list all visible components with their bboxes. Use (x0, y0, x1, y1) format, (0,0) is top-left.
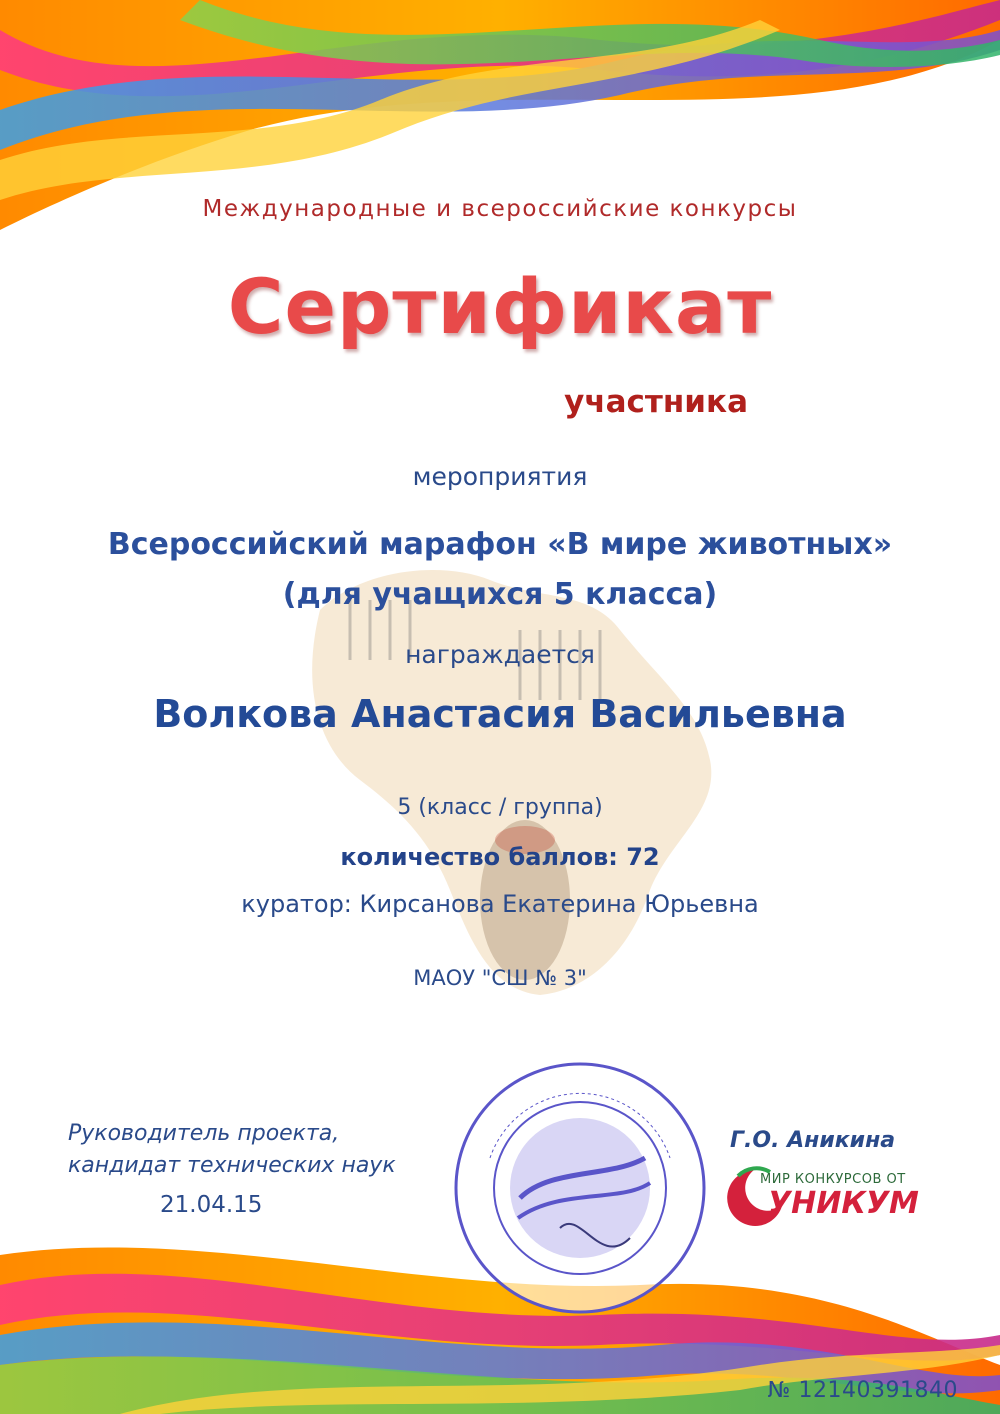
project-lead-title (68, 1118, 396, 1182)
school-name: МАОУ "СШ № 3" (413, 966, 587, 990)
logo-wordmark: УНИКУМ (768, 1186, 919, 1221)
awarded-label: награждается (405, 640, 595, 669)
certificate-serial-number: № 12140391840 (767, 1378, 958, 1403)
project-lead-degree: кандидат технических наук (68, 1153, 396, 1178)
event-label: мероприятия (412, 462, 588, 491)
logo-tagline: МИР КОНКУРСОВ ОТ (760, 1172, 906, 1187)
certificate-title: Сертификат (227, 262, 773, 351)
signer-name: Г.О. Аникина (730, 1128, 896, 1153)
contest-series-subtitle: Международные и всероссийские конкурсы (202, 196, 798, 222)
recipient-name: Волкова Анастасия Васильевна (153, 692, 847, 736)
score-info: количество баллов: 72 (340, 843, 660, 871)
grade-info: 5 (класс / группа) (397, 795, 603, 820)
curator-info: куратор: Кирсанова Екатерина Юрьевна (241, 890, 759, 918)
event-name-line1: Всероссийский марафон «В мире животных» (107, 527, 893, 562)
organization-seal-stamp (450, 1058, 710, 1318)
certificate-subtitle: участника (564, 384, 748, 420)
project-lead-role: Руководитель проекта, (68, 1121, 340, 1146)
event-name (0, 520, 1000, 620)
unikum-logo (724, 1164, 924, 1234)
event-name-line2: (для учащихся 5 класса) (282, 577, 718, 612)
issue-date: 21.04.15 (160, 1192, 263, 1218)
